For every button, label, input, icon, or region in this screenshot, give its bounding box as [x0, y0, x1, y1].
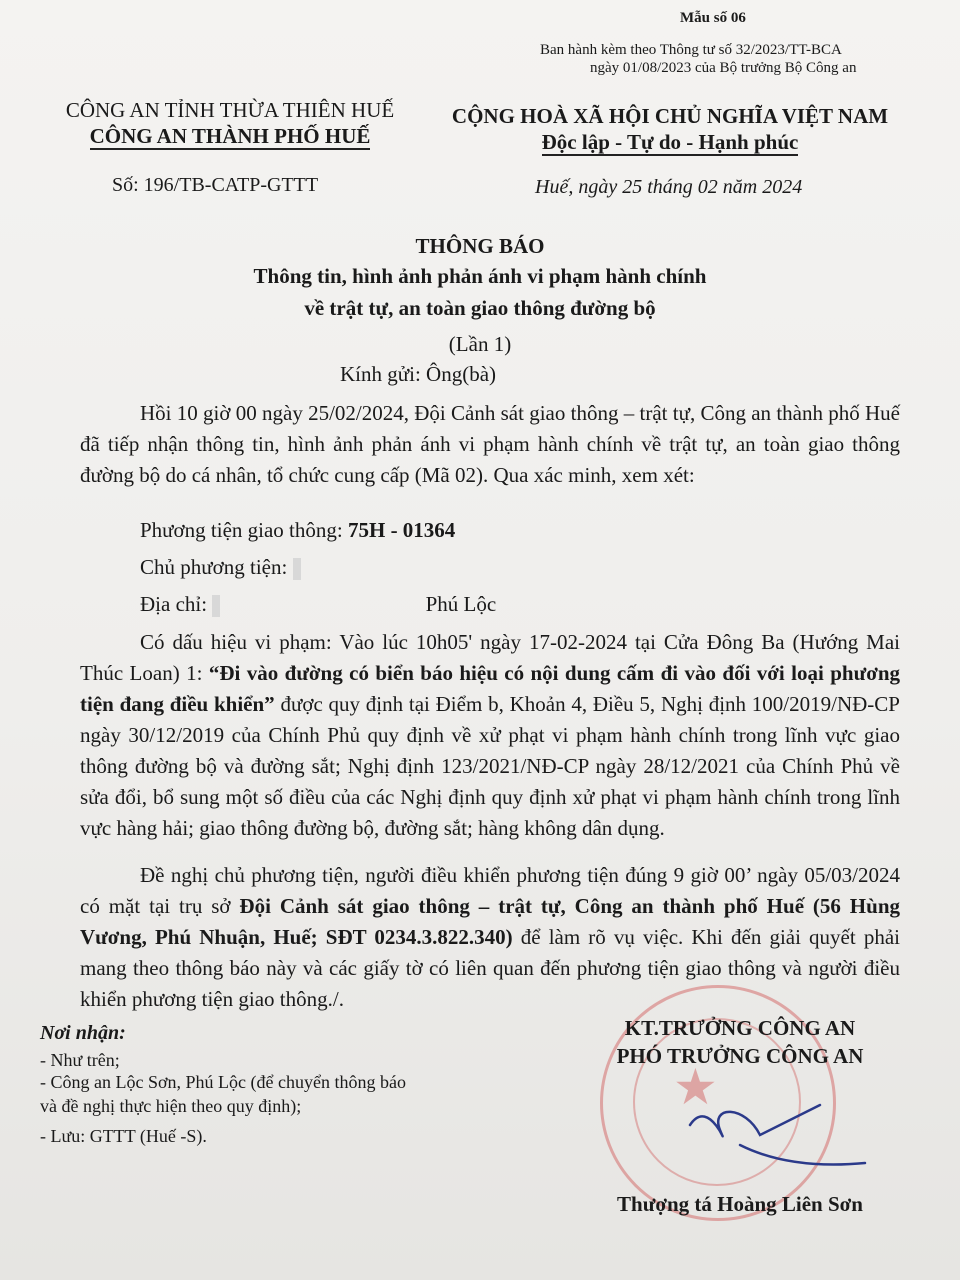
org-name-wrap [30, 124, 430, 150]
address-value: Phú Lộc [425, 592, 497, 616]
signature-title-2: PHÓ TRƯỞNG CÔNG AN [616, 1044, 864, 1068]
handwritten-signature [650, 1085, 880, 1175]
redacted-address [212, 595, 220, 617]
motto-wrap [430, 130, 910, 156]
owner-row [140, 555, 301, 580]
form-issued-line-1: Ban hành kèm theo Thông tư số 32/2023/TT-BCA [540, 42, 842, 58]
receivers-line-4: - Lưu: GTTT (Huế -S). [40, 1126, 207, 1146]
paragraph-violation [80, 627, 900, 844]
receivers-line-1: - Như trên; [40, 1050, 120, 1070]
violation-text-c: được quy định tại Điểm b, Khoản 4, Điều 5, Nghị định 100/2019/NĐ-CP ngày 30/12/2019 của Chính Phủ quy định về xử phạt vi phạm hành chính trong lĩnh vực giao thông đường bộ và đường sắt; Nghị định 123/2021/NĐ-CP ngày 28/12/2021 của Chính Phủ về sửa đổi, bổ sung một số điều của các Nghị định quy định xử phạt vi phạm hành chính trong lĩnh vực hàng hải; giao thông đường bộ, đường sắt; hàng không dân dụng. [80, 692, 900, 840]
doc-subtitle-1: Thông tin, hình ảnh phản ánh vi phạm hành chính [253, 264, 707, 288]
paragraph-intro-text: Hồi 10 giờ 00 ngày 25/02/2024, Đội Cảnh sát giao thông – trật tự, Công an thành phố Huế đã tiếp nhận thông tin, hình ảnh phản ánh vi phạm hành chính về trật tự, an toàn giao thông đường bộ do cá nhân, tổ chức cung cấp (Mã 02). Qua xác minh, xem xét: [80, 401, 900, 487]
request-text-c: để làm rõ vụ việc. Khi đến giải quyết phải mang theo thông báo này và các giấy tờ có liên quan đến phương tiện giao thông và người điều khiển phương tiện giao thông./. [80, 925, 900, 1011]
doc-subtitle-2: về trật tự, an toàn giao thông đường bộ [304, 296, 656, 320]
place-date: Huế, ngày 25 tháng 02 năm 2024 [535, 176, 803, 198]
paragraph-intro [80, 398, 900, 491]
paragraph-request [80, 860, 900, 1015]
redacted-owner [293, 558, 301, 580]
form-issued-line-2: ngày 01/08/2023 của Bộ trưởng Bộ Công an [590, 60, 857, 76]
address-row [140, 592, 496, 617]
receivers-line-2: - Công an Lộc Sơn, Phú Lộc (để chuyển thông báo [40, 1072, 406, 1092]
form-number: Mẫu số 06 [680, 10, 746, 26]
request-text-a: Đề nghị chủ phương tiện, người điều khiển phương tiện đúng 9 giờ 00’ ngày 05/03/2024 có mặt tại trụ sở [80, 863, 900, 918]
request-text-b: Đội Cảnh sát giao thông – trật tự, Công an thành phố Huế (56 Hùng Vương, Phú Nhuận, Huế; SĐT 0234.3.822.340) [80, 894, 901, 949]
address-label: Địa chỉ: [140, 592, 208, 616]
doc-round: (Lần 1) [448, 332, 512, 356]
nation-name: CỘNG HOÀ XÃ HỘI CHỦ NGHĨA VIỆT NAM [451, 104, 889, 128]
owner-label: Chủ phương tiện: [140, 555, 288, 579]
violation-text-b: “Đi vào đường có biển báo hiệu có nội dung cấm đi vào đối với loại phương tiện đang điều khiển” [80, 661, 901, 716]
violation-text-a: Có dấu hiệu vi phạm: Vào lúc 10h05' ngày 17-02-2024 tại Cửa Đông Ba (Hướng Mai Thúc Loan) 1: [80, 630, 900, 685]
vehicle-label: Phương tiện giao thông: [140, 518, 343, 542]
org-parent: CÔNG AN TỈNH THỪA THIÊN HUẾ [65, 98, 395, 122]
vehicle-plate: 75H - 01364 [347, 518, 456, 542]
stamp-star-icon: ★ [673, 1059, 718, 1115]
receivers-heading: Nơi nhận: [40, 1022, 126, 1044]
motto: Độc lập - Tự do - Hạnh phúc [542, 131, 799, 156]
doc-number: Số: 196/TB-CATP-GTTT [112, 174, 319, 196]
recipient: Kính gửi: Ông(bà) [340, 362, 497, 386]
signer-name: Thượng tá Hoàng Liên Sơn [617, 1192, 863, 1216]
signature-title-1: KT.TRƯỞNG CÔNG AN [624, 1016, 856, 1040]
vehicle-row [140, 518, 455, 543]
receivers-line-3: và đề nghị thực hiện theo quy định); [40, 1096, 302, 1116]
doc-title: THÔNG BÁO [415, 234, 545, 258]
org-name: CÔNG AN THÀNH PHỐ HUẾ [90, 125, 371, 150]
